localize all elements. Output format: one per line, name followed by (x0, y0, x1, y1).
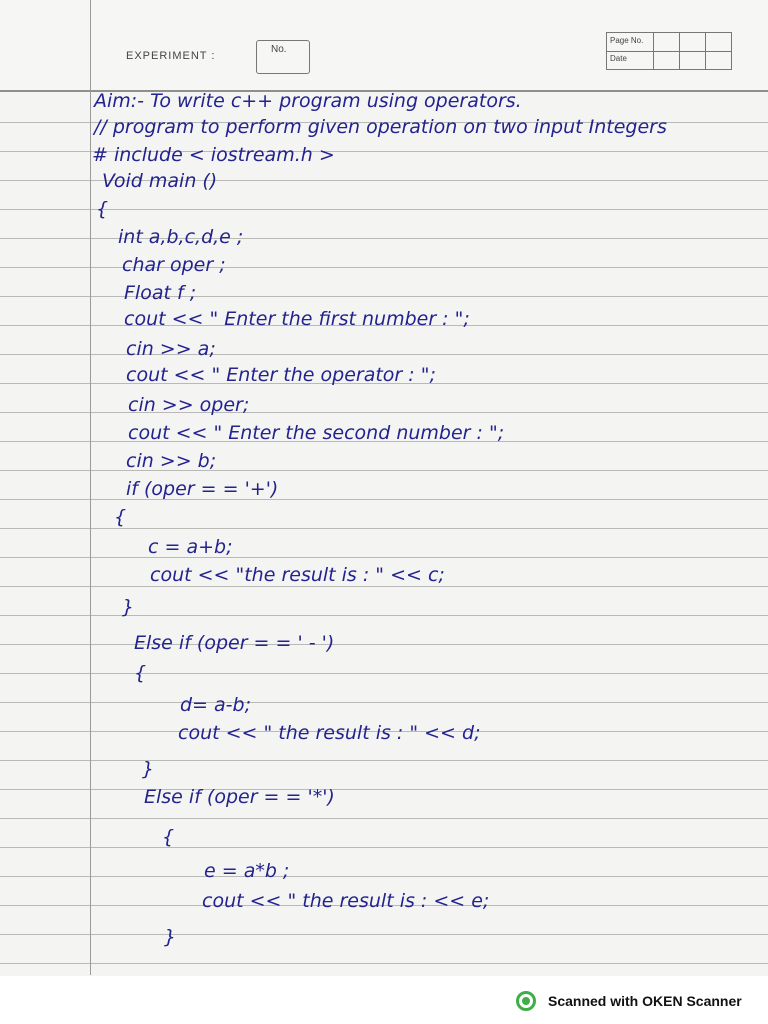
code-line: cout << "the result is : " << c; (150, 564, 445, 586)
code-line: c = a+b; (148, 536, 233, 558)
code-line: cout << " the result is : << e; (202, 890, 490, 912)
comment-line: // program to perform given operation on two input Integers (94, 116, 667, 138)
scanner-text: Scanned with OKEN Scanner (548, 993, 742, 1009)
code-line: } (122, 596, 135, 618)
code-line: cout << " Enter the first number : "; (124, 308, 470, 330)
code-line: cin >> b; (126, 450, 217, 472)
code-line: d= a-b; (180, 694, 251, 716)
scanner-watermark (516, 990, 742, 1012)
code-line: Float f ; (124, 282, 197, 304)
oken-scanner-logo-icon (516, 991, 536, 1011)
code-line: } (142, 758, 155, 780)
code-line: Else if (oper = = ' - ') (134, 632, 335, 654)
code-line: char oper ; (122, 254, 226, 276)
code-line: cin >> a; (126, 338, 216, 360)
code-line: } (164, 926, 177, 948)
code-line: int a,b,c,d,e ; (118, 226, 244, 248)
code-line: { (114, 506, 127, 528)
number-label: No. (271, 44, 287, 55)
code-line: Else if (oper = = '*') (144, 786, 335, 808)
code-line: if (oper = = '+') (126, 478, 279, 500)
code-line: cout << " Enter the operator : "; (126, 364, 436, 386)
code-line: cin >> oper; (128, 394, 250, 416)
experiment-label: EXPERIMENT : (126, 50, 216, 62)
code-line: { (162, 826, 175, 848)
code-line: { (134, 662, 147, 684)
code-line: cout << " the result is : " << d; (178, 722, 481, 744)
code-line: e = a*b ; (204, 860, 290, 882)
code-line: Void main () (102, 170, 218, 192)
code-line: cout << " Enter the second number : "; (128, 422, 505, 444)
aim-line: Aim:- To write c++ program using operators. (94, 90, 522, 112)
code-line: { (96, 198, 109, 220)
date-label: Date (610, 54, 627, 63)
include-line: # include < iostream.h > (92, 144, 335, 166)
page-no-label: Page No. (610, 36, 644, 45)
